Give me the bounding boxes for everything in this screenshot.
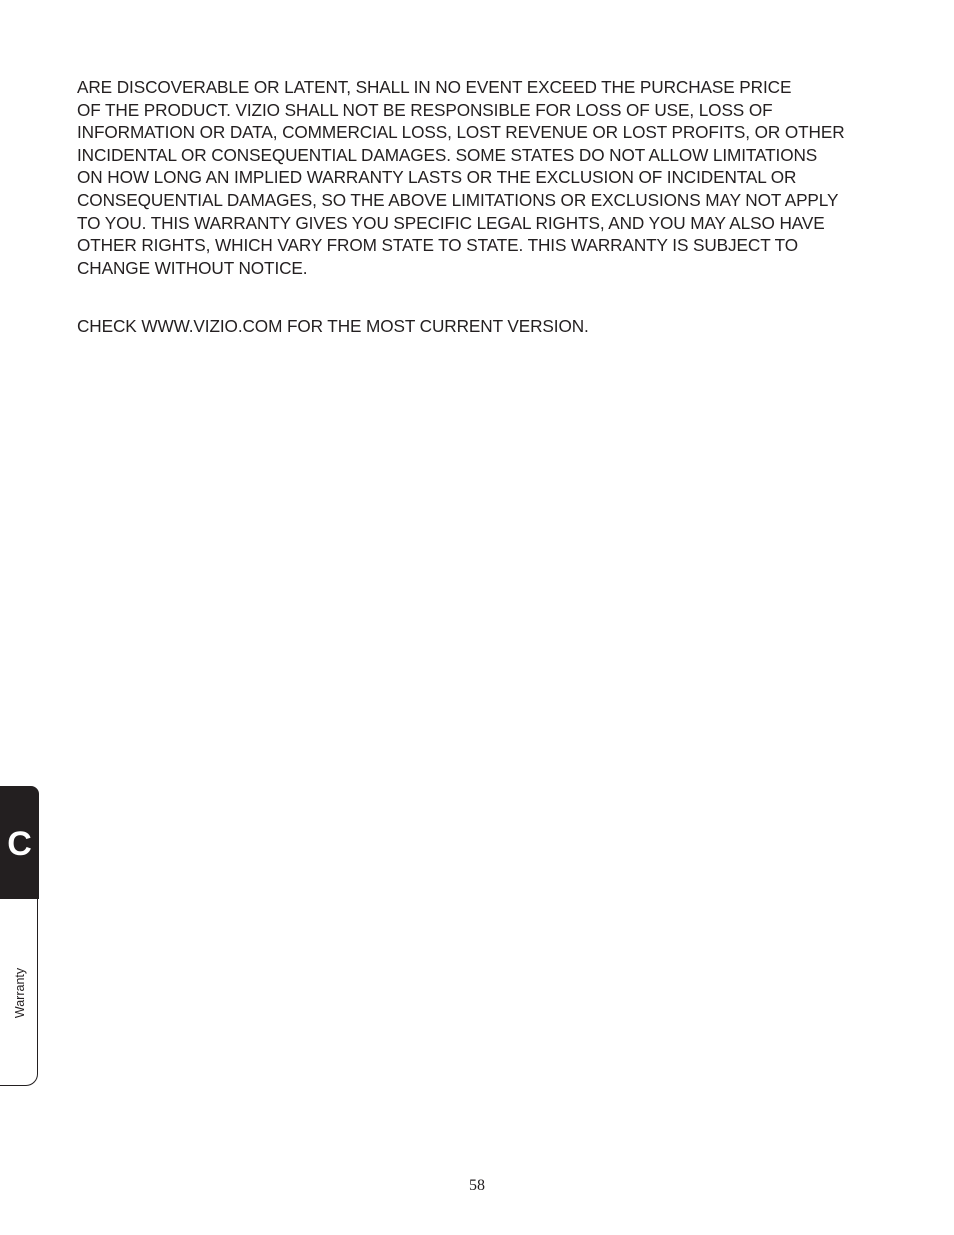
- chapter-tab-label: Warranty: [13, 967, 27, 1019]
- current-version-note: CHECK WWW.VIZIO.COM FOR THE MOST CURRENT VERSION.: [77, 316, 589, 337]
- warranty-limitation-paragraph: ARE DISCOVERABLE OR LATENT, SHALL IN NO EVENT EXCEED THE PURCHASE PRICE OF THE PRODUCT. VIZIO SHALL NOT BE RESPONSIBLE FOR LOSS OF USE, LOSS OF INFORMATION OR DATA, COMMERCIAL LOSS, LOST REVENUE OR LOST PROFITS, OR OTHER INCIDENTAL OR CONSEQUENTIAL DAMAGES. SOME STATES DO NOT ALLOW LIMITATIONS ON HOW LONG AN IMPLIED WARRANTY LASTS OR THE EXCLUSION OF INCIDENTAL OR CONSEQUENTIAL DAMAGES, SO THE ABOVE LIMITATIONS OR EXCLUSIONS MAY NOT APPLY TO YOU. THIS WARRANTY GIVES YOU SPECIFIC LEGAL RIGHTS, AND YOU MAY ALSO HAVE OTHER RIGHTS, WHICH VARY FROM STATE TO STATE. THIS WARRANTY IS SUBJECT TO CHANGE WITHOUT NOTICE.: [77, 77, 845, 278]
- document-body: [77, 76, 907, 338]
- chapter-letter: C: [7, 825, 32, 863]
- page-number: 58: [469, 1177, 485, 1194]
